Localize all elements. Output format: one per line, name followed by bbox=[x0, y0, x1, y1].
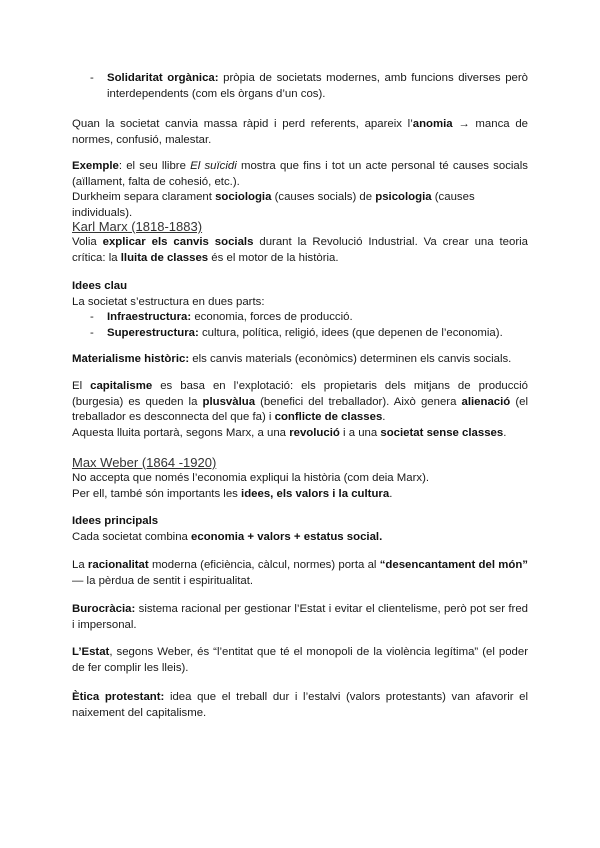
capitalism-paragraph: El capitalisme es basa en l’explotació: els propietaris dels mitjans de producció (burgesia) es queden la plusvàlua (benefici del treballador). Això genera alienació (el treballador es desconnecta del que fa) i conflicte de classes. Aquesta lluita portarà, segons Marx, a una revolució i a una societat sense classes. bbox=[72, 380, 528, 439]
protestant-ethic-paragraph: Ètica protestant: idea que el treball dur i l’estalvi (valors protestants) van afavorir el naixement del capitalisme. bbox=[72, 691, 528, 719]
bullet-dash: - bbox=[90, 72, 94, 84]
marx-key-ideas: Idees clau La societat s’estructura en dues parts: - Infraestructura: economia, forces de producció. - Superestructura: cultura, política, religió, idees (que depenen de l’economia). bbox=[72, 279, 528, 341]
bullet-superstructure: - Superestructura: cultura, política, religió, idees (que depenen de l’economia). bbox=[90, 326, 503, 339]
bullet-infrastructure: - Infraestructura: economia, forces de producció. bbox=[90, 311, 353, 324]
main-ideas-title: Idees principals bbox=[72, 515, 159, 527]
weber-section: Max Weber (1864 -1920) No accepta que només l’economia expliqui la història (com deia Marx). Per ell, també són importants les idees, els valors i la cultura. bbox=[72, 455, 528, 502]
marx-heading: Karl Marx (1818-1883) bbox=[72, 219, 203, 234]
rationality-paragraph: La racionalitat moderna (eficiència, càlcul, normes) porta al “desencantament del món” — la pèrdua de sentit i espiritualitat. bbox=[72, 559, 528, 587]
state-paragraph: L’Estat, segons Weber, és “l’entitat que té el monopoli de la violència legítima” (el poder de fer complir les lleis). bbox=[72, 646, 528, 674]
weber-heading: Max Weber (1864 -1920) bbox=[72, 455, 217, 470]
weber-main-ideas: Idees principals Cada societat combina economia + valors + estatus social. bbox=[72, 515, 383, 543]
bureaucracy-paragraph: Burocràcia: sistema racional per gestionar l’Estat i evitar el clientelisme, però pot ser fred i impersonal. bbox=[72, 603, 528, 631]
example-paragraph: Exemple: el seu llibre El suïcidi mostra que fins i tot un acte personal té causes socials (aïllament, falta de cohesió, etc.). Durkheim separa clarament sociologia (causes socials) de psicologia (causes individuals). bbox=[72, 160, 528, 219]
historical-materialism: Materialisme històric: els canvis materials (econòmics) determinen els canvis socials. bbox=[72, 353, 512, 365]
bullet-organic-solidarity: - Solidaritat orgànica: pròpia de societats modernes, amb funcions diverses però interdependents (com els òrgans d’un cos). bbox=[90, 72, 528, 100]
marx-section: Karl Marx (1818-1883) Volia explicar els canvis socials durant la Revolució Industrial. Va crear una teoria crítica: la lluita de classes és el motor de la història. bbox=[72, 219, 529, 264]
key-ideas-title: Idees clau bbox=[72, 280, 128, 292]
anomia-paragraph: Quan la societat canvia massa ràpid i perd referents, apareix l’anomia → manca de normes, confusió, malestar. bbox=[72, 118, 528, 146]
